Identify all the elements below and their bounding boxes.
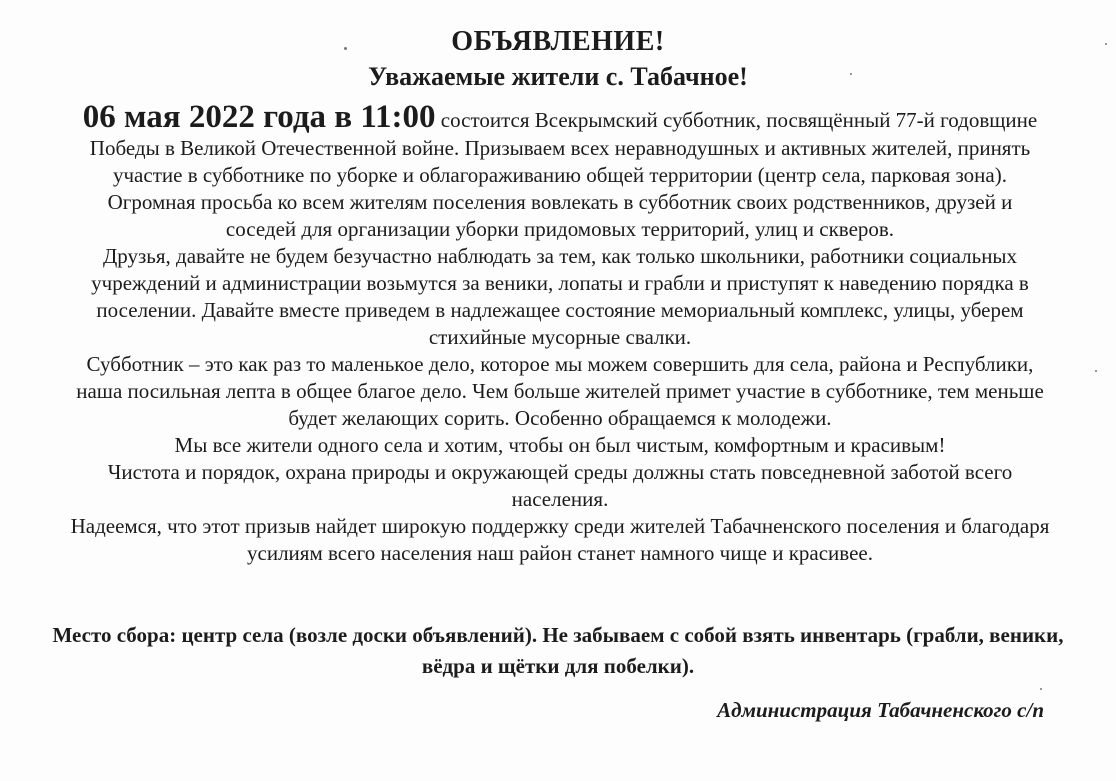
paragraph-subbotnik: Субботник – это как раз то маленькое дело, которое мы можем совершить для села, района и Республики, наша посильная лепта в общее благое дело. Чем больше жителей примет участие в субботнике, тем меньше будет желающих сорить. Особенно обращаемся к молодежи. bbox=[76, 352, 1044, 430]
scan-speck bbox=[1095, 370, 1097, 372]
paragraph-cleanliness: Чистота и порядок, охрана природы и окружающей среды должны стать повседневной заботой всего населения. bbox=[107, 460, 1013, 511]
scan-speck bbox=[850, 73, 852, 75]
scan-speck bbox=[1040, 688, 1042, 690]
scan-speck bbox=[344, 47, 347, 50]
paragraph-village: Мы все жители одного села и хотим, чтобы он был чистым, комфортным и красивым! bbox=[174, 433, 946, 457]
meeting-point: Место сбора: центр села (возле доски объявлений). Не забываем с собой взять инвентарь (грабли, веники, вёдра и щётки для побелки). bbox=[52, 623, 1064, 678]
intro-text: состоится Всекрымский субботник, посвящённый 77-й годовщине Победы в Великой Отечественной войне. Призываем всех неравнодушных и активных жителей, принять участие в субботнике по уборке и облагораживанию общей территории (центр села, парковая зона). Огромная просьба ко всем жителям поселения вовлекать в субботник своих родственников, друзей и соседей для организации уборки придомовых территорий, улиц и скверов. bbox=[89, 108, 1038, 241]
signature: Администрация Табачненского с/п bbox=[717, 698, 1044, 722]
announcement-title: ОБЪЯВЛЕНИЕ! bbox=[451, 26, 665, 57]
scan-speck bbox=[1105, 43, 1107, 45]
intro-paragraph bbox=[70, 99, 1050, 243]
announcement-subtitle: Уважаемые жители с. Табачное! bbox=[368, 62, 748, 91]
announcement-body bbox=[70, 99, 1050, 567]
paragraph-friends: Друзья, давайте не будем безучастно наблюдать за тем, как только школьники, работники социальных учреждений и администрации возьмутся за веники, лопаты и грабли и приступят к наведению порядка в поселении. Давайте вместе приведем в надлежащее состояние мемориальный комплекс, улицы, уберем стихийные мусорные свалки. bbox=[91, 244, 1029, 349]
paragraph-hope: Надеемся, что этот призыв найдет широкую поддержку среди жителей Табачненского поселения и благодаря усилиям всего населения наш район станет намного чище и красивее. bbox=[70, 514, 1050, 565]
event-date-time: 06 мая 2022 года в 11:00 bbox=[82, 99, 436, 135]
